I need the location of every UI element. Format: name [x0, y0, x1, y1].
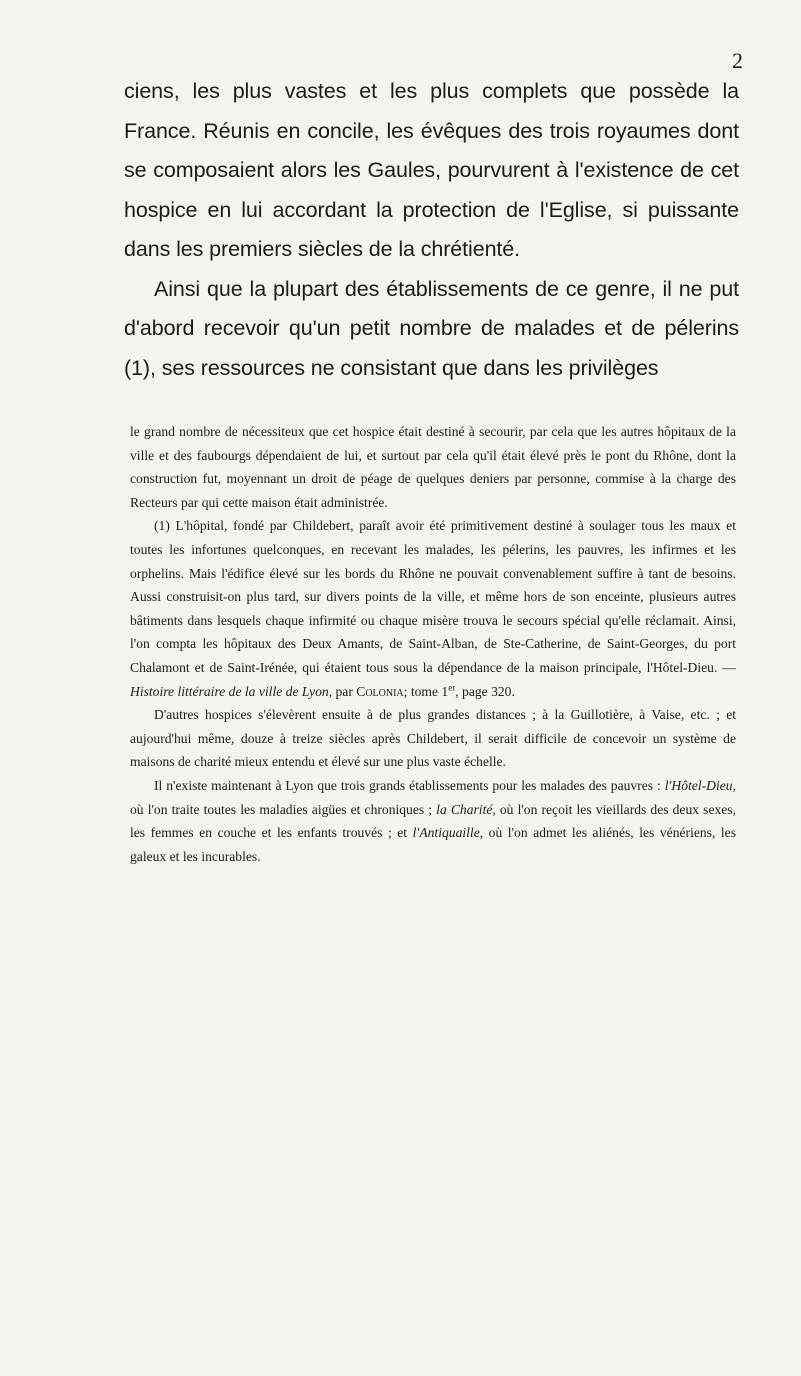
footnote-continuation: le grand nombre de nécessiteux que cet hospice était destiné à secourir, par cela que les autres hôpitaux de la ville et des faubourgs dépendaient de lui, et surtout par cela qu'il était élevé près le pont du Rhône, dont la construction fut, moyennant un droit de péage de quelques deniers par personne, commise à la charge des Recteurs par qui cette maison était administrée. — [130, 424, 736, 510]
footnote-3-c: , où l'on reçoit les vieillards des deux sexes, les femmes en couche et les enfants trouvés ; et — [130, 801, 736, 841]
footnote-1 — [130, 514, 736, 703]
footnote-paragraph-2: D'autres hospices s'élevèrent ensuite à de plus grandes distances ; à la Guillotière, à Vaise, etc. ; et aujourd'hui même, douze à treize siècles après Childebert, il serait difficile de concevoir un système de maisons de charité mieux entendu et élevé sur une plus vaste échelle. — [130, 707, 736, 770]
footnote-3-a: Il n'existe maintenant à Lyon que trois grands établissements pour les malades des pauvres : — [154, 777, 661, 793]
footnote-3-b: , où l'on traite toutes les maladies aigües et chroniques ; — [130, 777, 736, 817]
footnote-paragraph-3 — [130, 774, 736, 868]
footnote-3-d: , où l'on admet les aliénés, les vénériens, les galeux et les incurables. — [130, 825, 737, 864]
main-text — [124, 72, 739, 388]
footnotes — [130, 420, 736, 868]
author-name: Colonia — [356, 683, 404, 699]
footnote-1-tome: ; tome 1 — [403, 683, 449, 699]
page-number: 2 — [732, 48, 743, 73]
main-paragraph-2: Ainsi que la plupart des établissements de ce genre, il ne put d'abord recevoir qu'un petit nombre de malades et de pélerins (1), ses ressources ne consistant que dans les privilèges — [124, 276, 739, 380]
charite-name: la Charité — [436, 801, 493, 817]
hotel-dieu-name: l'Hôtel-Dieu — [664, 777, 733, 793]
footnote-1-par: , par — [328, 683, 353, 699]
book-title: Histoire littéraire de la ville de Lyon — [130, 683, 329, 699]
footnote-1-page: , page 320. — [455, 683, 515, 699]
main-paragraph-1: ciens, les plus vastes et les plus complets que possède la France. Réunis en concile, les évêques des trois royaumes dont se composaient alors les Gaules, pourvurent à l'existence de cet hospice en lui accordant la protection de l'Eglise, si puissante dans les premiers siècles de la chrétienté. — [124, 79, 739, 261]
footnote-1-text: (1) L'hôpital, fondé par Childebert, paraît avoir été primitivement destiné à soulager tous les maux et toutes les infortunes quelconques, en recevant les malades, les pélerins, les pauvres, les infirmes et les orphelins. Mais l'édifice élevé sur les bords du Rhône ne pouvait convenablement suffire à tant de besoins. Aussi construisit-on plus tard, sur divers points de la ville, et même hors de son enceinte, plusieurs autres bâtiments dans lesquels chaque infirmité ou chaque misère trouva le secours spécial qu'elle réclamait. Ainsi, l'on compta les hôpitaux des Deux Amants, de Saint-Alban, de Ste-Catherine, de Saint-Georges, du port Chalamont et de Saint-Irénée, qui étaient tous sous la dépendance de la maison principale, l'Hôtel-Dieu. — — [130, 518, 736, 675]
antiquaille-name: l'Antiquaille — [412, 825, 480, 841]
footnote-1-superscript: er — [448, 682, 456, 692]
